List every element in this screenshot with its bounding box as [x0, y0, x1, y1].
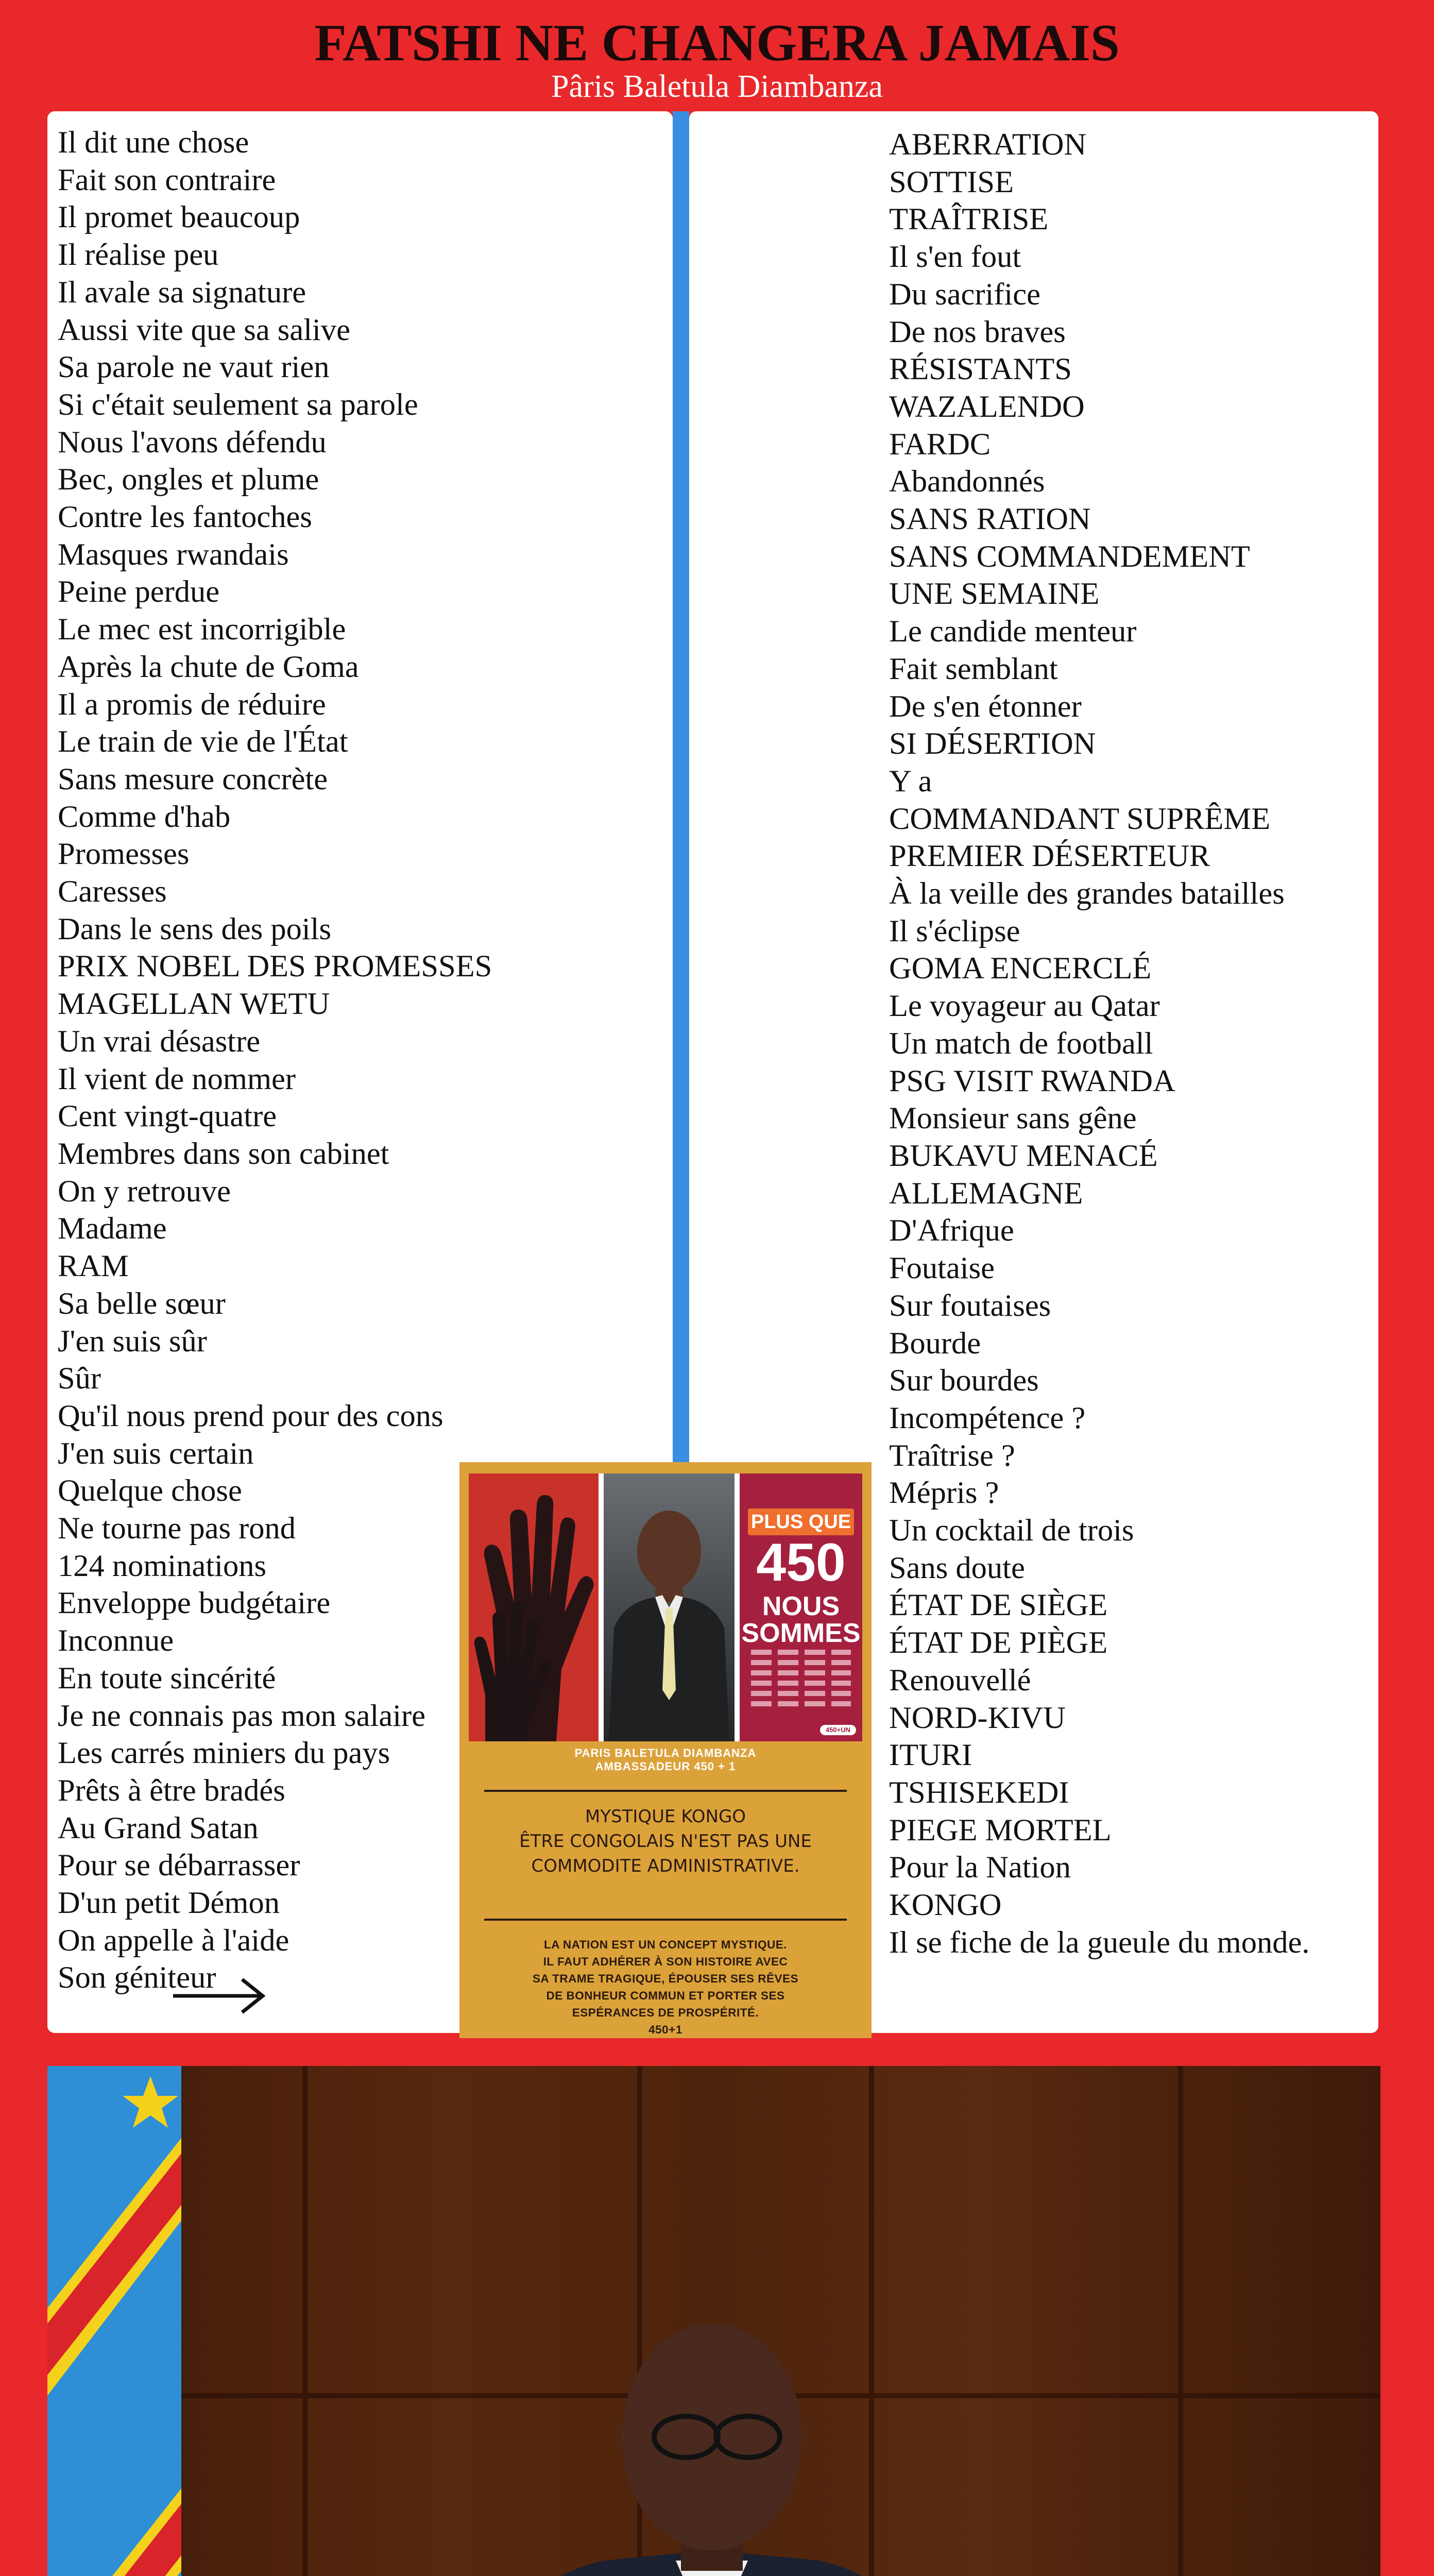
- poem-line-right: ABERRATION: [889, 127, 1087, 162]
- poem-line-right: PREMIER DÉSERTEUR: [889, 839, 1210, 874]
- poem-line-left: Fait son contraire: [58, 162, 276, 197]
- poem-left-column: [58, 124, 492, 1997]
- poem-line-right: Bourde: [889, 1326, 981, 1361]
- poem-line-right: Il s'en fout: [889, 240, 1021, 275]
- poem-line-right: TSHISEKEDI: [889, 1775, 1069, 1810]
- poem-line-left: Sa belle sœur: [58, 1286, 226, 1321]
- poem-line-left: Cent vingt-quatre: [58, 1099, 277, 1134]
- poem-line-left: PRIX NOBEL DES PROMESSES: [58, 949, 492, 984]
- poem-line-left: J'en suis certain: [58, 1436, 254, 1471]
- poster-divider-top: [484, 1790, 847, 1792]
- poster-450-plus-one: [459, 1462, 872, 2038]
- poem-line-right: Sur foutaises: [889, 1288, 1051, 1323]
- poem-line-right: BUKAVU MENACÉ: [889, 1138, 1158, 1173]
- poster-author-name: PARIS BALETULA DIAMBANZA: [574, 1747, 757, 1759]
- poem-line-left: Caresses: [58, 874, 167, 909]
- poem-line-right: SANS COMMANDEMENT: [889, 539, 1250, 574]
- poem-line-left: On appelle à l'aide: [58, 1923, 289, 1958]
- mystique-line: COMMODITE ADMINISTRATIVE.: [531, 1856, 800, 1876]
- names-grid-graphic: [751, 1650, 851, 1717]
- plus-que-badge: PLUS QUE: [748, 1509, 854, 1535]
- poem-line-left: Si c'était seulement sa parole: [58, 387, 418, 422]
- poem-line-right: D'Afrique: [889, 1213, 1014, 1248]
- poem-line-left: Qu'il nous prend pour des cons: [58, 1398, 443, 1433]
- speech-scene-graphic: [47, 2066, 1380, 2576]
- poem-line-left: RAM: [58, 1249, 129, 1284]
- nation-line: IL FAUT ADHÉRER À SON HISTOIRE AVEC: [543, 1955, 788, 1968]
- nous-sommes-text: [740, 1593, 862, 1647]
- poem-line-left: Il a promis de réduire: [58, 687, 326, 722]
- nous-line: NOUS: [762, 1591, 840, 1621]
- poem-line-left: Il dit une chose: [58, 125, 249, 160]
- poem-line-left: Le mec est incorrigible: [58, 612, 346, 647]
- mystique-line: MYSTIQUE KONGO: [585, 1806, 746, 1827]
- poem-line-right: Monsieur sans gêne: [889, 1101, 1137, 1136]
- poem-line-right: ALLEMAGNE: [889, 1176, 1083, 1211]
- poem-line-right: À la veille des grandes batailles: [889, 876, 1285, 911]
- poem-line-right: SANS RATION: [889, 502, 1091, 537]
- poster-divider-bottom: [484, 1919, 847, 1921]
- mystique-kongo-text: [480, 1804, 851, 1878]
- nation-line: DE BONHEUR COMMUN ET PORTER SES: [546, 1989, 785, 2002]
- poem-line-right: Un match de football: [889, 1026, 1153, 1061]
- poem-line-left: Prêts à être bradés: [58, 1773, 285, 1808]
- poem-line-right: WAZALENDO: [889, 389, 1085, 424]
- poem-line-left: Masques rwandais: [58, 537, 289, 572]
- poem-line-right: Sans doute: [889, 1550, 1025, 1585]
- poem-line-right: UNE SEMAINE: [889, 577, 1100, 612]
- poem-line-right: Il se fiche de la gueule du monde.: [889, 1925, 1310, 1960]
- number-450: 450: [756, 1533, 846, 1592]
- poem-line-right: Foutaise: [889, 1251, 995, 1286]
- poem-line-left: Contre les fantoches: [58, 500, 312, 535]
- poem-line-left: Son géniteur: [58, 1960, 216, 1995]
- poem-line-left: D'un petit Démon: [58, 1886, 280, 1921]
- poem-line-left: Aussi vite que sa salive: [58, 312, 350, 347]
- man-portrait-icon: [604, 1473, 735, 1741]
- poem-line-left: En toute sincérité: [58, 1660, 276, 1696]
- portrait-photo: [604, 1473, 735, 1741]
- poem-line-left: Au Grand Satan: [58, 1810, 259, 1845]
- poem-line-left: Peine perdue: [58, 574, 220, 609]
- poem-line-right: COMMANDANT SUPRÊME: [889, 801, 1271, 836]
- poem-line-right: ÉTAT DE SIÈGE: [889, 1588, 1108, 1623]
- poem-line-left: Les carrés miniers du pays: [58, 1736, 390, 1771]
- poem-line-left: Il réalise peu: [58, 238, 219, 273]
- poem-line-left: Ne tourne pas rond: [58, 1511, 296, 1546]
- hand-icon: [469, 1473, 599, 1741]
- poem-line-right: TRAÎTRISE: [889, 202, 1049, 237]
- drc-flag-icon: [47, 2066, 181, 2576]
- poem-line-left: Quelque chose: [58, 1473, 242, 1509]
- poem-line-left: Comme d'hab: [58, 799, 231, 834]
- panel-450: [740, 1473, 862, 1741]
- poster-image-strip: [469, 1473, 862, 1741]
- poem-line-right: Il s'éclipse: [889, 913, 1020, 948]
- poem-line-left: Il promet beaucoup: [58, 200, 300, 235]
- page-title: FATSHI NE CHANGERA JAMAIS: [314, 14, 1120, 72]
- nation-line: LA NATION EST UN CONCEPT MYSTIQUE.: [543, 1938, 787, 1951]
- poem-line-left: Sans mesure concrète: [58, 761, 328, 796]
- poem-line-left: On y retrouve: [58, 1174, 231, 1209]
- poem-line-right: KONGO: [889, 1888, 1002, 1923]
- arrow-right-icon: [170, 1975, 268, 2016]
- poem-line-left: Nous l'avons défendu: [58, 425, 327, 460]
- poem-line-left: Membres dans son cabinet: [58, 1136, 389, 1171]
- column-divider: [673, 111, 689, 1477]
- poem-line-left: Sûr: [58, 1361, 101, 1396]
- poem-line-right: Du sacrifice: [889, 277, 1040, 312]
- poem-line-left: Bec, ongles et plume: [58, 462, 319, 497]
- poem-line-right: RÉSISTANTS: [889, 352, 1072, 387]
- nation-line: SA TRAME TRAGIQUE, ÉPOUSER SES RÊVES: [533, 1972, 798, 1985]
- sommes-line: SOMMES: [741, 1618, 861, 1648]
- poem-line-right: Le candide menteur: [889, 614, 1137, 649]
- speaker-figure: [439, 2324, 975, 2576]
- poem-line-left: MAGELLAN WETU: [58, 987, 330, 1022]
- poem-line-right: Traîtrise ?: [889, 1438, 1015, 1473]
- president-speech-photo: [47, 2066, 1380, 2576]
- poem-line-right: Pour la Nation: [889, 1850, 1071, 1885]
- poem-line-left: Promesses: [58, 837, 190, 872]
- poem-line-right: Y a: [889, 764, 932, 799]
- raised-hand-graphic: [469, 1473, 599, 1741]
- poem-line-left: J'en suis sûr: [58, 1324, 207, 1359]
- poem-line-right: De nos braves: [889, 314, 1066, 349]
- poem-line-right: FARDC: [889, 427, 991, 462]
- poem-line-right: Incompétence ?: [889, 1400, 1086, 1435]
- poem-line-right: Le voyageur au Qatar: [889, 989, 1160, 1024]
- poem-line-right: Abandonnés: [889, 464, 1045, 499]
- poem-line-right: PIEGE MORTEL: [889, 1812, 1112, 1848]
- 450-plus-un-tag: 450+UN: [820, 1725, 856, 1735]
- poem-line-right: NORD-KIVU: [889, 1700, 1066, 1735]
- poem-line-right: Renouvellé: [889, 1663, 1031, 1698]
- poem-line-right: Fait semblant: [889, 651, 1058, 686]
- poem-line-left: Inconnue: [58, 1623, 174, 1658]
- mystique-line: ÊTRE CONGOLAIS N'EST PAS UNE: [519, 1831, 812, 1852]
- poem-line-right: SOTTISE: [889, 164, 1014, 199]
- poem-line-right: ITURI: [889, 1738, 972, 1773]
- poster-author-role: AMBASSADEUR 450 + 1: [595, 1760, 736, 1773]
- poem-right-column: [889, 126, 1309, 1961]
- author-name: Pâris Baletula Diambanza: [551, 69, 883, 104]
- poem-line-left: Il vient de nommer: [58, 1061, 296, 1096]
- poem-line-right: ÉTAT DE PIÈGE: [889, 1625, 1108, 1660]
- poem-line-left: Madame: [58, 1211, 167, 1246]
- poem-line-right: SI DÉSERTION: [889, 726, 1096, 761]
- poem-line-left: Le train de vie de l'État: [58, 724, 348, 759]
- poem-line-left: Je ne connais pas mon salaire: [58, 1698, 426, 1733]
- poem-line-right: PSG VISIT RWANDA: [889, 1063, 1175, 1098]
- poem-line-right: GOMA ENCERCLÉ: [889, 951, 1152, 986]
- poem-line-right: Mépris ?: [889, 1476, 999, 1511]
- poem-line-right: Un cocktail de trois: [889, 1513, 1134, 1548]
- poem-line-right: Sur bourdes: [889, 1363, 1039, 1398]
- nation-line: ESPÉRANCES DE PROSPÉRITÉ.: [572, 2006, 759, 2019]
- poem-line-left: Sa parole ne vaut rien: [58, 350, 330, 385]
- poem-line-left: 124 nominations: [58, 1548, 267, 1583]
- poem-line-left: Enveloppe budgétaire: [58, 1586, 331, 1621]
- poem-line-left: Après la chute de Goma: [58, 649, 359, 684]
- poem-line-left: Dans le sens des poils: [58, 911, 331, 946]
- nation-line: 450+1: [648, 2023, 682, 2036]
- poem-line-left: Pour se débarrasser: [58, 1848, 300, 1883]
- poem-line-left: Il avale sa signature: [58, 275, 306, 310]
- poem-line-left: Un vrai désastre: [58, 1024, 261, 1059]
- nation-concept-text: [496, 1936, 835, 2038]
- poem-line-right: De s'en étonner: [889, 689, 1082, 724]
